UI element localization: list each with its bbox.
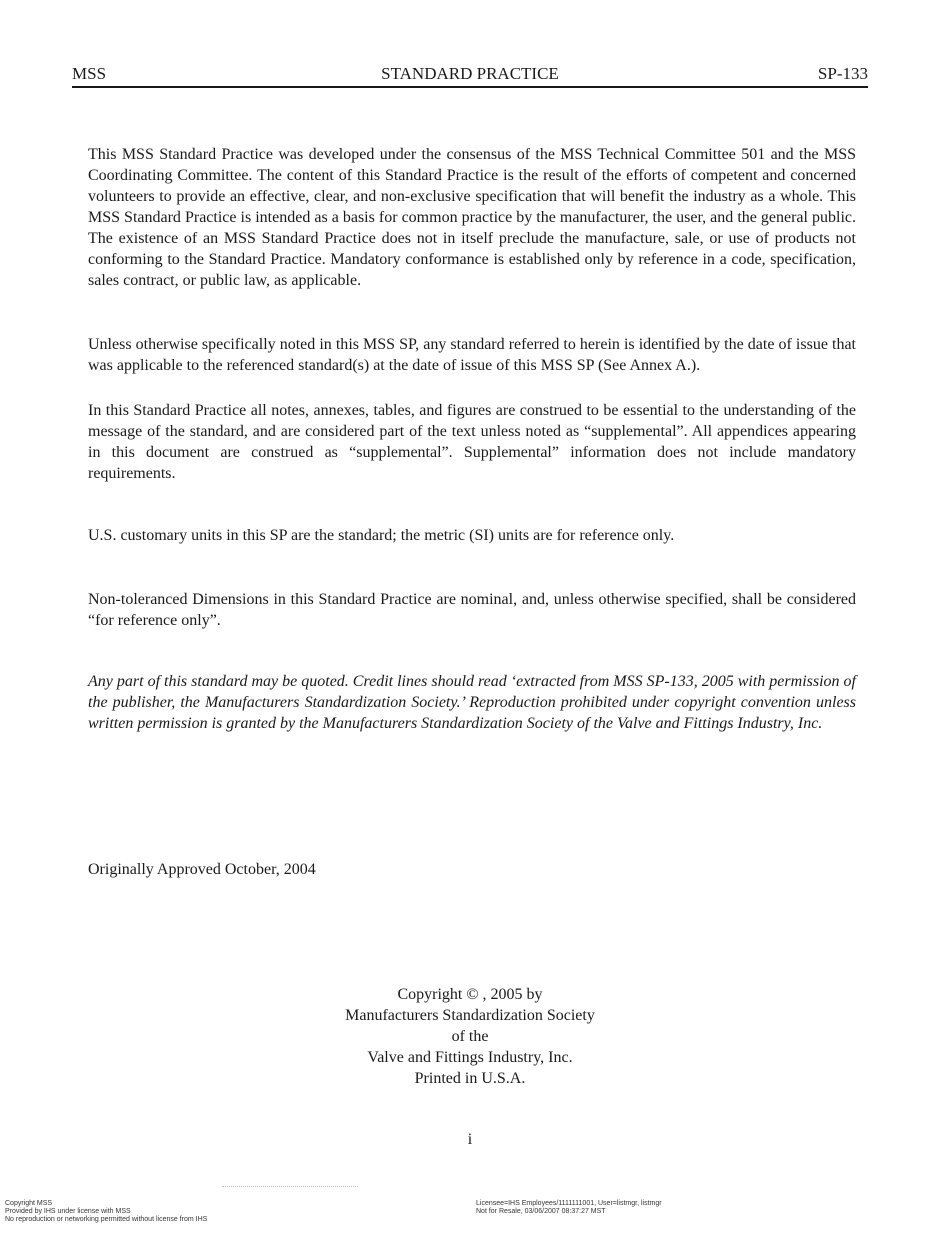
copyright-line: Valve and Fittings Industry, Inc. <box>367 1049 573 1066</box>
paragraph-dimensions: Non-toleranced Dimensions in this Standard Practice are nominal, and, unless otherwise specified, shall be considered “for reference only”. <box>88 591 856 629</box>
footer-license-left <box>5 1200 207 1224</box>
paragraph-units: U.S. customary units in this SP are the standard; the metric (SI) units are for reference only. <box>88 527 675 544</box>
scan-artifact <box>222 1186 358 1188</box>
footer-license-right <box>476 1200 662 1216</box>
paragraph-consensus: This MSS Standard Practice was developed under the consensus of the MSS Technical Committee 501 and the MSS Coordinating Committee. The content of this Standard Practice is the result of the efforts of competent and concerned volunteers to provide an effective, clear, and non-exclusive specification that will benefit the industry as a whole. This MSS Standard Practice is intended as a basis for common practice by the manufacturer, the user, and the general public. The existence of an MSS Standard Practice does not in itself preclude the manufacture, sale, or use of products not conforming to the Standard Practice. Mandatory conformance is established only by reference in a code, specification, sales contract, or public law, as applicable. <box>88 146 856 289</box>
approval-date: Originally Approved October, 2004 <box>88 861 316 878</box>
page-number: i <box>467 1131 473 1148</box>
copyright-block <box>280 984 660 1089</box>
footer-line: Licensee=IHS Employees/1111111001, User=listmgr, listmgr <box>476 1200 662 1207</box>
copyright-line: Manufacturers Standardization Society <box>345 1007 595 1024</box>
footer-line: No reproduction or networking permitted without license from IHS <box>5 1216 208 1223</box>
page-header <box>72 62 868 86</box>
footer-line: Provided by IHS under license with MSS <box>5 1208 131 1215</box>
copyright-line: of the <box>451 1028 489 1045</box>
footer-line: Copyright MSS <box>5 1200 53 1207</box>
copyright-line: Printed in U.S.A. <box>414 1070 526 1087</box>
header-org: MSS <box>72 64 107 83</box>
header-rule <box>72 86 868 88</box>
header-title: STANDARD PRACTICE <box>381 64 559 83</box>
copyright-line: Copyright © , 2005 by <box>397 986 543 1003</box>
paragraph-referenced-standards: Unless otherwise specifically noted in this MSS SP, any standard referred to herein is identified by the date of issue that was applicable to the referenced standard(s) at the date of issue of this MSS SP (See Annex A.). <box>88 336 856 374</box>
paragraph-annexes: In this Standard Practice all notes, annexes, tables, and figures are construed to be essential to the understanding of the message of the standard, and are considered part of the text unless noted as “supplemental”. All appendices appearing in this document are construed as “supplemental”. Supplemental” information does not include mandatory requirements. <box>88 402 856 482</box>
footer-line: Not for Resale, 03/06/2007 08:37:27 MST <box>476 1208 606 1215</box>
header-doc-number: SP-133 <box>817 64 868 83</box>
paragraph-quotation-notice: Any part of this standard may be quoted. Credit lines should read ‘extracted from MSS SP-133, 2005 with permission of the publisher, the Manufacturers Standardization Society.’ Reproduction prohibited under copyright convention unless written permission is granted by the Manufacturers Standardization Society of the Valve and Fittings Industry, Inc. <box>88 673 856 732</box>
